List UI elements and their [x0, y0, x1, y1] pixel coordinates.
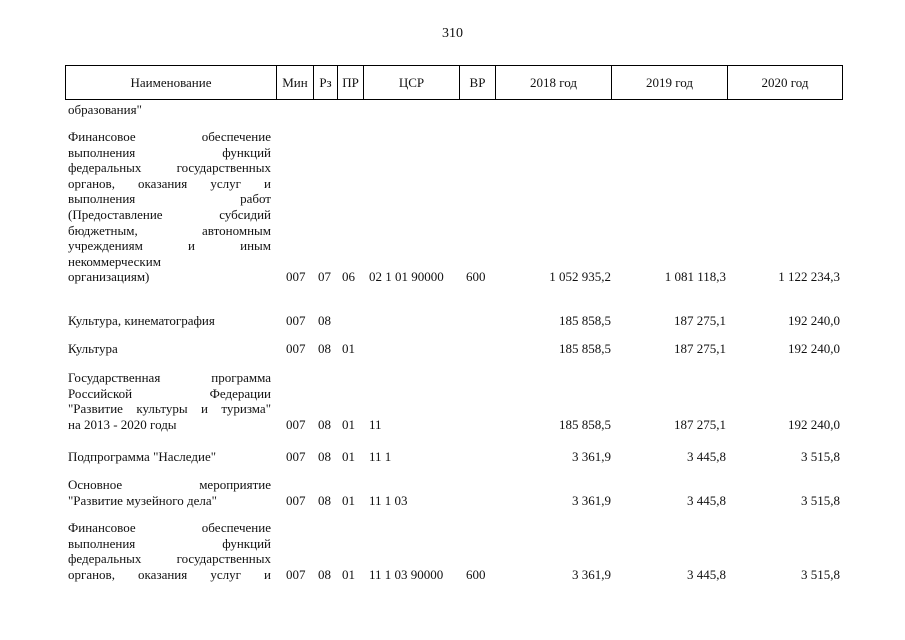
cell-min: 007: [286, 269, 306, 285]
cell-vr: 600: [466, 566, 486, 582]
cell-y2018: 3 361,9: [572, 492, 611, 508]
row-name: [68, 449, 271, 465]
row-name-line: Финансовое обеспечение: [68, 129, 271, 144]
cell-y2019: 187 275,1: [674, 313, 726, 328]
cell-y2018: 185 858,5: [559, 313, 611, 328]
table-header: [65, 65, 843, 100]
cell-y2018: 185 858,5: [559, 416, 611, 432]
cell-y2019: 3 445,8: [687, 449, 726, 464]
cell-pr: 01: [342, 449, 355, 464]
cell-csr: 11 1 03: [369, 492, 408, 508]
row-name-line: Государственная программа: [68, 370, 271, 385]
cell-vr: 600: [466, 269, 486, 285]
cell-pr: 01: [342, 566, 355, 582]
cell-y2019: 1 081 118,3: [664, 269, 726, 285]
row-name-line: органов, оказания услуг и: [68, 566, 271, 582]
cell-csr: 11 1 03 90000: [369, 566, 444, 582]
cell-y2020: 3 515,8: [801, 492, 840, 508]
row-name-line: выполнения функций: [68, 144, 271, 160]
cell-y2020: 1 122 234,3: [778, 269, 840, 285]
cell-y2019: 187 275,1: [674, 341, 726, 356]
cell-min: 007: [286, 566, 306, 582]
row-name: [68, 477, 271, 508]
row-name-line: Культура: [68, 341, 118, 356]
page-number: 310: [442, 26, 463, 41]
col-header-name: Наименование: [66, 66, 277, 99]
cell-y2018: 3 361,9: [572, 449, 611, 464]
cell-rz: 08: [318, 416, 331, 432]
row-name-line: федеральных государственных: [68, 551, 271, 567]
cell-csr: 11: [369, 416, 382, 432]
cell-rz: 07: [318, 269, 331, 285]
cell-y2019: 3 445,8: [687, 492, 726, 508]
cell-y2018: 185 858,5: [559, 341, 611, 356]
cell-y2018: 3 361,9: [572, 566, 611, 582]
row-name: [68, 129, 271, 285]
col-header-2018: 2018 год: [496, 66, 612, 99]
cell-pr: 01: [342, 492, 355, 508]
cell-csr: 02 1 01 90000: [369, 269, 444, 285]
cell-y2020: 192 240,0: [788, 341, 840, 356]
row-name-line: учреждениям и иным: [68, 238, 271, 254]
cell-rz: 08: [318, 313, 331, 328]
row-name-line: (Предоставление субсидий: [68, 206, 271, 222]
cell-rz: 08: [318, 566, 331, 582]
row-name-line: на 2013 - 2020 годы: [68, 416, 177, 432]
col-header-2020: 2020 год: [761, 75, 809, 90]
row-name-line: выполнения функций: [68, 535, 271, 551]
row-name-line: Культура, кинематография: [68, 313, 215, 328]
cell-min: 007: [286, 313, 306, 328]
cell-min: 007: [286, 492, 306, 508]
cell-y2020: 3 515,8: [801, 449, 840, 464]
cell-min: 007: [286, 341, 306, 356]
row-name-line: организациям): [68, 269, 150, 285]
row-name-line: Основное мероприятие: [68, 477, 271, 492]
row-name: [68, 102, 271, 118]
cell-y2019: 3 445,8: [687, 566, 726, 582]
row-name-line: выполнения работ: [68, 191, 271, 207]
col-header-pr: ПР: [338, 66, 364, 99]
cell-rz: 08: [318, 449, 331, 464]
col-header-csr: ЦСР: [364, 66, 460, 99]
cell-y2018: 1 052 935,2: [549, 269, 611, 285]
row-name: [68, 341, 271, 357]
row-name-line: Финансовое обеспечение: [68, 520, 271, 535]
cell-y2020: 192 240,0: [788, 416, 840, 432]
row-name-line: бюджетным, автономным: [68, 222, 271, 238]
row-name-line: Российской Федерации: [68, 385, 271, 401]
cell-min: 007: [286, 449, 306, 464]
cell-pr: 01: [342, 416, 355, 432]
row-name-line: образования": [68, 102, 142, 117]
col-header-2019: 2019 год: [612, 66, 728, 99]
cell-csr: 11 1: [369, 449, 392, 464]
row-name-line: "Развитие культуры и туризма": [68, 401, 271, 417]
cell-rz: 08: [318, 341, 331, 356]
cell-y2020: 192 240,0: [788, 313, 840, 328]
row-name-line: федеральных государственных: [68, 160, 271, 176]
cell-y2020: 3 515,8: [801, 566, 840, 582]
row-name: [68, 370, 271, 432]
cell-pr: 06: [342, 269, 355, 285]
col-header-min: Мин: [277, 66, 314, 99]
cell-y2019: 187 275,1: [674, 416, 726, 432]
row-name-line: Подпрограмма "Наследие": [68, 449, 217, 464]
col-header-rz: Рз: [314, 66, 338, 99]
row-name: [68, 313, 271, 329]
cell-min: 007: [286, 416, 306, 432]
row-name-line: органов, оказания услуг и: [68, 175, 271, 191]
row-name: [68, 520, 271, 582]
row-name-line: "Развитие музейного дела": [68, 492, 217, 508]
col-header-vr: ВР: [460, 66, 496, 99]
row-name-line: некоммерческим: [68, 253, 161, 269]
cell-pr: 01: [342, 341, 355, 356]
cell-rz: 08: [318, 492, 331, 508]
